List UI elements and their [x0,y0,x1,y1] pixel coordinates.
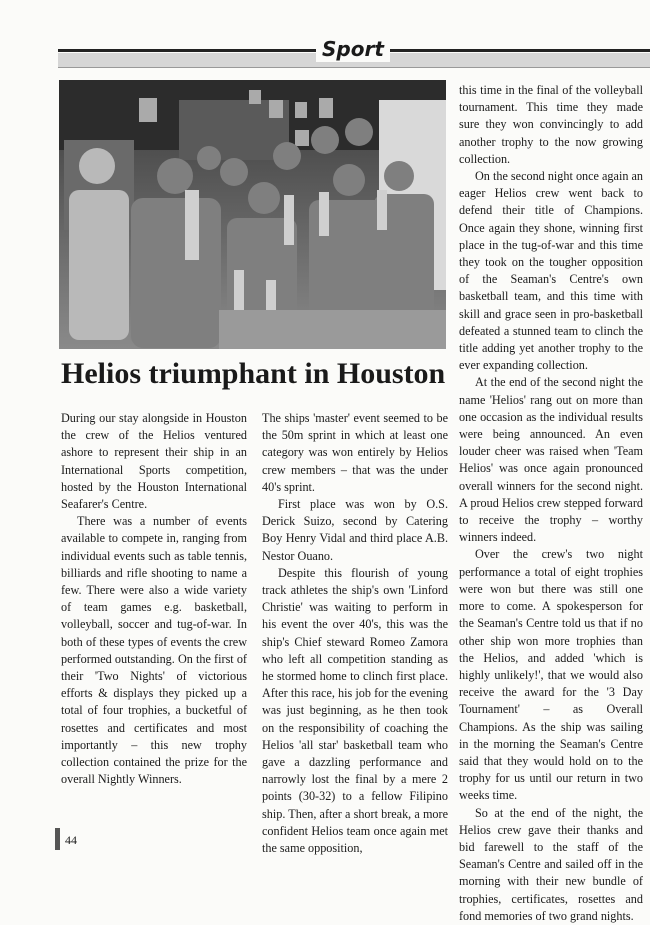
section-title: Sport [316,36,390,62]
paragraph: Over the crew's two night performance a total of eight trophies were won but there was still one more to come. A spokesperson for the Seaman's Centre told us that if no other ship won more trophies than the Helios, and added 'which is highly unlikely!', that we would also receive the award for the '3 Day Tournament' – as Overall Champions. As the ship was sailing in the morning the Seaman's Centre said that they would hold on to the trophy for us until our return in two weeks time. [459,547,643,803]
section-header [58,36,650,68]
column-1 [61,410,247,788]
headline: Helios triumphant in Houston [61,357,446,390]
paragraph: On the second night once again an eager Helios crew went back to defend their title of Champions. Once again they shone, winning first place in the tug-of-war and this time they took on the tougher opposition of the Seaman's Centre's own basketball team, and this time with skill and grace seen in pro-basketball defeated a stunned team to clinch the title adding yet another trophy to the ever expanding collection. [459,169,643,373]
paragraph: There was a number of events available to compete in, ranging from individual events such as table tennis, billiards and rifle shooting to name a few. There were also a wide variety of team games e.g. basketball, volleyball, soccer and tug-of-war. In both of these types of events the crew performed outstanding. On the first of their 'Two Nights' of victorious efforts & displays they picked up a total of four trophies, a bucketful of rosettes and certificates and most importantly – this new trophy collection contained the prize for the overall Nightly Winners. [61,514,247,787]
paragraph: First place was won by O.S. Derick Suizo, second by Catering Boy Henry Vidal and third place A.B. Nestor Ouano. [262,497,448,563]
paragraph: So at the end of the night, the Helios crew gave their thanks and bid farewell to the staff of the Seaman's Centre and sailed off in the morning with their new bundle of trophies, certificates, rosettes and fond memories of two grand nights. [459,805,643,923]
paragraph: The ships 'master' event seemed to be the 50m sprint in which at least one category was won entirely by Helios crew members – that was the under 40's sprint. [262,411,448,494]
paragraph: At the end of the second night the name 'Helios' rang out on more than one occasion as the individual results were being announced. An even louder cheer was raised when 'Team Helios' was once again pronounced overall winners for the second night. A proud Helios crew stepped forward to receive the trophy – worthy winners indeed. [459,375,643,545]
page-marker [55,828,60,850]
column-3 [459,82,643,925]
page-number: 44 [65,833,77,847]
paragraph: Despite this flourish of young track athletes the ship's own 'Linford Christie' was waiting to perform in his event the over 40's, this was the ship's Chief steward Romeo Zamora who left all competition standing as he stormed home to clinch first place. After this race, his job for the evening was just beginning, as he then took on the responsibility of coaching the Helios 'all star' basketball team who gave a dazzling performance and narrowly lost the final by a mere 2 points (30-32) to a fellow Filipino ship. Then, after a short break, a more confident Helios team once again met the same opposition, [262,565,448,856]
column-2 [262,410,448,857]
paragraph: During our stay alongside in Houston the crew of the Helios ventured ashore to represent their ship in an International Sports competition, hosted by the Houston International Seafarer's Centre. [61,411,247,512]
crew-photo [59,80,446,349]
paragraph: this time in the final of the volleyball tournament. This time they made sure they won convincingly to add another trophy to the now growing collection. [459,83,643,166]
